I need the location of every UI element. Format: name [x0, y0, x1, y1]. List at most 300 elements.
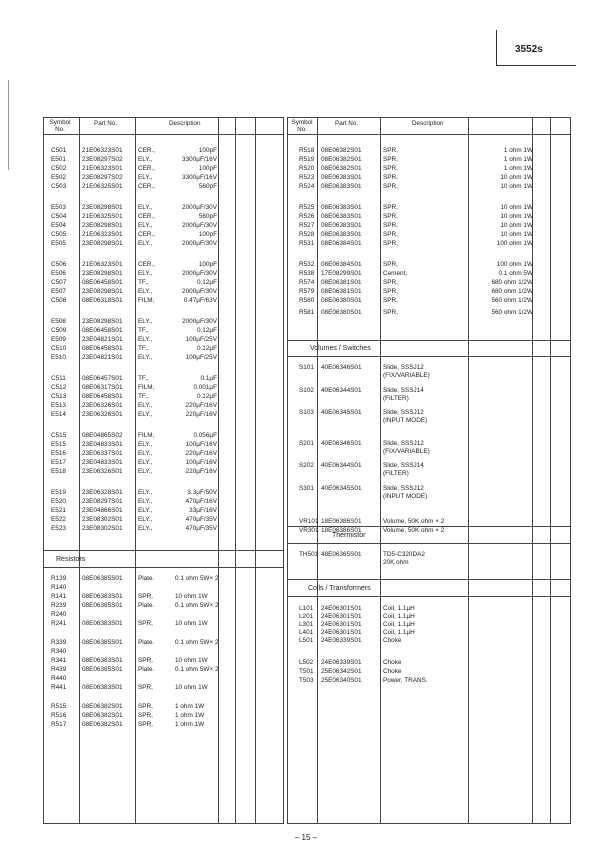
part-number: 08E06381S01: [321, 288, 362, 295]
part-number: 08E06383S01: [82, 684, 123, 691]
table-row: [44, 619, 283, 628]
symbol: C507: [51, 279, 67, 286]
part-type: Plate.: [138, 575, 155, 582]
part-type: ELY.,: [138, 204, 153, 211]
part-type: SPR,: [138, 712, 153, 719]
part-type: SPR,: [383, 222, 398, 229]
table-row: [288, 308, 570, 317]
part-number: 23E06337S01: [82, 450, 123, 457]
part-number: 18E06386S01: [321, 527, 362, 534]
part-value: 0.1 ohm 5W× 2: [175, 575, 219, 582]
part-type: CER.,: [138, 213, 156, 220]
symbol: R519: [299, 156, 315, 163]
part-number: 23E06328S01: [82, 489, 123, 496]
part-value: 220µF/16V: [185, 468, 217, 475]
part-type: ELY.,: [138, 459, 153, 466]
part-value: 0.12µF: [196, 345, 217, 352]
part-number: 23E08302S01: [82, 525, 123, 532]
table-row: [44, 155, 283, 164]
symbol: R516: [51, 712, 67, 719]
part-type: Cement,: [383, 270, 408, 277]
symbol: E515: [51, 441, 66, 448]
symbol: R526: [299, 213, 315, 220]
part-type: ELY.,: [138, 318, 153, 325]
symbol: R527: [299, 222, 315, 229]
description: Coil, 1.1µH: [383, 621, 415, 628]
symbol: E510: [51, 354, 66, 361]
table-row: [288, 146, 570, 155]
symbol: R532: [299, 261, 315, 268]
description-detail: (FIX/VARIABLE): [383, 448, 430, 455]
part-number: 08E06318S01: [82, 297, 123, 304]
symbol: E506: [51, 270, 66, 277]
part-type: FILM,: [138, 297, 155, 304]
model-number: 3552s: [515, 44, 543, 55]
part-type: SPR,: [383, 183, 398, 190]
section-divider: [288, 543, 570, 544]
part-number: 08E06385S01: [82, 666, 123, 673]
part-type: SPR,: [138, 593, 153, 600]
part-value: 10 ohm 1W: [500, 222, 533, 229]
part-number: 25E06342S01: [321, 668, 362, 675]
part-value: 1 ohm 1W: [175, 721, 205, 728]
part-number: 21E06323S01: [82, 261, 123, 268]
left-parts-panel: [43, 117, 284, 824]
table-row: [44, 269, 283, 278]
part-value: 100 ohm 1W: [496, 240, 533, 247]
symbol: R579: [299, 288, 315, 295]
part-type: ELY.,: [138, 354, 153, 361]
part-no-header: Part No.: [335, 120, 359, 127]
part-number: 08E06385S01: [82, 602, 123, 609]
part-number: 08E06458S01: [82, 327, 123, 334]
table-row: [288, 296, 570, 305]
part-type: ELY.,: [138, 402, 153, 409]
table-row: [44, 287, 283, 296]
part-value: 680 ohm 1/2W: [491, 279, 533, 286]
table-row: [288, 212, 570, 221]
part-type: ELY.,: [138, 516, 153, 523]
symbol: R524: [299, 183, 315, 190]
part-value: 2000µF/30V: [182, 318, 217, 325]
part-value: 33µF/16V: [189, 507, 217, 514]
table-row: [288, 221, 570, 230]
table-row: [44, 410, 283, 419]
part-number: 23E08298S01: [82, 288, 123, 295]
part-value: 100µF/16V: [185, 441, 217, 448]
part-type: ELY.,: [138, 489, 153, 496]
part-value: 470µF/35V: [185, 525, 217, 532]
part-number: 21E06325S01: [82, 183, 123, 190]
part-number: 08E06383S01: [321, 183, 362, 190]
symbol: E513: [51, 402, 66, 409]
table-row: [44, 164, 283, 173]
part-value: 100 ohm 1W: [496, 261, 533, 268]
table-row: [288, 203, 570, 212]
part-value: 0.056µF: [193, 432, 217, 439]
section-divider: [288, 340, 570, 341]
symbol: R241: [51, 620, 67, 627]
part-type: SPR,: [383, 309, 398, 316]
table-row: [288, 676, 570, 685]
right-table-header: [288, 118, 570, 135]
part-value: 560pF: [198, 183, 217, 190]
part-type: Plate.: [138, 639, 155, 646]
table-row: [44, 221, 283, 230]
table-row: [44, 146, 283, 155]
part-number: 23E06326S01: [82, 402, 123, 409]
symbol: R440: [51, 675, 67, 682]
table-row: [44, 711, 283, 720]
volumes-title: Volumes / Switches: [310, 345, 371, 352]
part-number: 23E08298S01: [82, 240, 123, 247]
part-type: SPR,: [383, 279, 398, 286]
symbol: C512: [51, 384, 67, 391]
symbol: R518: [299, 147, 315, 154]
part-number: 08E06317S01: [82, 384, 123, 391]
table-row: [44, 674, 283, 683]
part-type: SPR,: [383, 165, 398, 172]
part-type: SPR,: [383, 204, 398, 211]
table-row: [44, 574, 283, 583]
part-type: FILM,: [138, 432, 155, 439]
description: Volume, 50K ohm × 2: [383, 518, 445, 525]
part-type: TF.,: [138, 375, 149, 382]
symbol: E503: [51, 204, 66, 211]
part-number: 17E08299S01: [321, 270, 362, 277]
part-type: TF.,: [138, 279, 149, 286]
table-row: [288, 667, 570, 676]
part-type: ELY.,: [138, 525, 153, 532]
part-value: 3300µF/16V: [182, 156, 217, 163]
symbol: C505: [51, 231, 67, 238]
section-divider: [288, 356, 570, 357]
part-number: 08E06380S01: [321, 297, 362, 304]
part-value: 0.001µF: [193, 384, 217, 391]
part-value: 10 ohm 1W: [500, 213, 533, 220]
symbol: R340: [51, 648, 67, 655]
part-type: ELY.,: [138, 498, 153, 505]
symbol: E523: [51, 525, 66, 532]
symbol: S202: [299, 462, 314, 469]
part-type: SPR,: [383, 261, 398, 268]
table-row: [44, 638, 283, 647]
section-divider: [44, 567, 283, 568]
table-row: [288, 636, 570, 645]
part-value: 0.12µF: [196, 279, 217, 286]
part-type: SPR,: [383, 156, 398, 163]
table-row: [44, 467, 283, 476]
part-value: 1 ohm 1W: [175, 703, 205, 710]
part-value: 560 ohm 1/2W: [491, 297, 533, 304]
part-number: 08E06383S01: [321, 222, 362, 229]
symbol: C509: [51, 327, 67, 334]
part-value: 0.1 ohm 5W× 2: [175, 666, 219, 673]
table-row: [44, 278, 283, 287]
symbol: E522: [51, 516, 66, 523]
symbol: R581: [299, 309, 315, 316]
table-row: [44, 230, 283, 239]
part-type: SPR,: [383, 297, 398, 304]
part-number: 23E04821S01: [82, 354, 123, 361]
part-type: ELY.,: [138, 222, 153, 229]
section-divider: [288, 579, 570, 580]
part-value: 680 ohm 1/2W: [491, 288, 533, 295]
symbol: C501: [51, 147, 67, 154]
part-type: CER.,: [138, 147, 156, 154]
description: Slide, SSSJ14: [383, 462, 424, 469]
description-detail: (FIX/VARIABLE): [383, 372, 430, 379]
part-value: 220µF/16V: [185, 402, 217, 409]
part-number: 08E06457S01: [82, 375, 123, 382]
part-value: 0.1 ohm 5W: [498, 270, 533, 277]
table-row: [288, 164, 570, 173]
symbol: C506: [51, 261, 67, 268]
table-row: [44, 431, 283, 440]
part-number: 08E06384S01: [321, 261, 362, 268]
table-row: [288, 239, 570, 248]
symbol: L201: [299, 613, 314, 620]
symbol: E519: [51, 489, 66, 496]
part-number: 08E06383S01: [321, 174, 362, 181]
table-row: [288, 230, 570, 239]
part-type: TF.,: [138, 345, 149, 352]
symbol: R341: [51, 657, 67, 664]
part-number: 25E06340S01: [321, 677, 362, 684]
table-row: [44, 458, 283, 467]
part-number: 08E06382S01: [82, 712, 123, 719]
part-value: 0.1 ohm 5W× 2: [175, 639, 219, 646]
table-row: [44, 665, 283, 674]
part-number: 08E06383S01: [321, 213, 362, 220]
part-number: 40E06344S01: [321, 462, 362, 469]
table-row: [44, 335, 283, 344]
part-number: 08E06383S01: [321, 231, 362, 238]
part-number: 24E06301S01: [321, 629, 362, 636]
symbol: L502: [299, 659, 314, 666]
part-type: SPR,: [383, 174, 398, 181]
part-value: 0.47µF/63V: [183, 297, 217, 304]
symbol: E520: [51, 498, 66, 505]
part-value: 100µF/16V: [185, 459, 217, 466]
part-number: 23E04833S01: [82, 441, 123, 448]
table-row: [288, 517, 570, 526]
symbol: C513: [51, 393, 67, 400]
description: Slide, SSSJ14: [383, 387, 424, 394]
description-header: Description: [169, 120, 201, 127]
thermistor-title: Thermistor: [332, 532, 366, 539]
part-number: 08E06382S01: [82, 721, 123, 728]
part-number: 08E06382S01: [82, 703, 123, 710]
part-type: CER.,: [138, 231, 156, 238]
part-number: 23E08298S01: [82, 270, 123, 277]
part-type: ELY.,: [138, 468, 153, 475]
symbol: E518: [51, 468, 66, 475]
symbol: R140: [51, 584, 67, 591]
table-row: [44, 515, 283, 524]
description: Choke: [383, 637, 402, 644]
section-divider: [44, 550, 283, 551]
description: Volume, 50K ohm × 2: [383, 527, 445, 534]
description: Coil, 1.1µH: [383, 613, 415, 620]
part-type: ELY.,: [138, 441, 153, 448]
part-no-header: Part No.: [94, 120, 118, 127]
part-value: 1 ohm 1W: [503, 165, 533, 172]
part-type: CER.,: [138, 183, 156, 190]
part-type: SPR,: [138, 620, 153, 627]
symbol: R523: [299, 174, 315, 181]
part-type: SPR,: [138, 657, 153, 664]
description-detail: 20K ohm: [383, 559, 409, 566]
symbol: R538: [299, 270, 315, 277]
table-row: [288, 260, 570, 269]
symbol: R239: [51, 602, 67, 609]
symbol: T503: [299, 677, 314, 684]
table-row: [44, 583, 283, 592]
symbol: T501: [299, 668, 314, 675]
symbol: C504: [51, 213, 67, 220]
description: Choke: [383, 659, 402, 666]
part-value: 10 ohm 1W: [175, 657, 208, 664]
part-number: 08E06384S01: [321, 240, 362, 247]
table-row: [44, 239, 283, 248]
part-type: ELY.,: [138, 240, 153, 247]
part-value: 0.1 ohm 5W× 2: [175, 602, 219, 609]
part-number: 08E06458S01: [82, 345, 123, 352]
table-row: [288, 416, 570, 425]
part-number: 08E06382S01: [321, 156, 362, 163]
table-row: [44, 203, 283, 212]
part-value: 3.3µF/50V: [187, 489, 217, 496]
description-header: Description: [412, 120, 444, 127]
part-type: TF.,: [138, 327, 149, 334]
part-type: ELY.,: [138, 411, 153, 418]
part-number: 24E06301S01: [321, 621, 362, 628]
part-value: 560 ohm 1/2W: [491, 309, 533, 316]
part-number: 40E06345S01: [321, 485, 362, 492]
part-number: 21E06323S01: [82, 147, 123, 154]
part-value: 10 ohm 1W: [175, 593, 208, 600]
symbol: E509: [51, 336, 66, 343]
table-row: [44, 656, 283, 665]
symbol: E502: [51, 174, 66, 181]
part-number: 23E08297S02: [82, 174, 123, 181]
symbol: R439: [51, 666, 67, 673]
table-row: [44, 182, 283, 191]
section-divider: [288, 596, 570, 597]
symbol: S102: [299, 387, 314, 394]
part-type: Plate.: [138, 666, 155, 673]
table-row: [44, 296, 283, 305]
symbol-header: Symbol No.: [291, 119, 313, 133]
part-value: 2000µF/30V: [182, 204, 217, 211]
part-value: 100pF: [198, 165, 217, 172]
description: Slide, SSSJ12: [383, 409, 424, 416]
table-row: [288, 394, 570, 403]
symbol: C515: [51, 432, 67, 439]
resistors-title: Resistors: [56, 556, 86, 563]
part-type: SPR,: [138, 721, 153, 728]
part-number: 48E06365S01: [321, 551, 362, 558]
symbol: C502: [51, 165, 67, 172]
symbol: R339: [51, 639, 67, 646]
table-row: [44, 392, 283, 401]
part-value: 10 ohm 1W: [500, 183, 533, 190]
part-type: ELY.,: [138, 450, 153, 457]
table-row: [44, 702, 283, 711]
part-value: 1 ohm 1W: [503, 156, 533, 163]
part-value: 10 ohm 1W: [500, 174, 533, 181]
part-number: 08E06380S01: [321, 309, 362, 316]
symbol: L501: [299, 637, 314, 644]
table-row: [44, 683, 283, 692]
part-number: 08E06458S01: [82, 279, 123, 286]
description: Slide, SSSJ12: [383, 485, 424, 492]
part-value: 0.12µF: [196, 393, 217, 400]
table-row: [288, 182, 570, 191]
symbol: E514: [51, 411, 66, 418]
part-number: 08E06383S01: [321, 204, 362, 211]
table-row: [288, 155, 570, 164]
part-number: 40E06344S01: [321, 387, 362, 394]
table-row: [44, 326, 283, 335]
part-number: 23E04821S01: [82, 336, 123, 343]
symbol: E501: [51, 156, 66, 163]
symbol: S301: [299, 485, 314, 492]
part-number: 23E08298S01: [82, 318, 123, 325]
part-number: 08E06382S01: [321, 147, 362, 154]
symbol-header: Symbol No.: [49, 119, 71, 133]
symbol: R441: [51, 684, 67, 691]
symbol: L101: [299, 605, 314, 612]
part-type: SPR,: [383, 147, 398, 154]
symbol: R580: [299, 297, 315, 304]
part-value: 100pF: [198, 147, 217, 154]
description: TD5-C320DA2: [383, 551, 425, 558]
table-row: [44, 440, 283, 449]
description: Power, TRANS.: [383, 677, 428, 684]
part-number: 08E06385S01: [82, 639, 123, 646]
part-number: 24E06339S01: [321, 659, 362, 666]
symbol: S103: [299, 409, 314, 416]
part-value: 0.1µF: [200, 375, 217, 382]
part-number: 24E06301S01: [321, 605, 362, 612]
part-value: 100pF: [198, 231, 217, 238]
part-value: 2000µF/30V: [182, 240, 217, 247]
part-type: SPR,: [383, 231, 398, 238]
description-detail: (INPUT MODE): [383, 417, 428, 424]
table-row: [44, 353, 283, 362]
part-number: 08E06381S01: [321, 279, 362, 286]
part-type: ELY.,: [138, 288, 153, 295]
symbol: R517: [51, 721, 67, 728]
symbol: R525: [299, 204, 315, 211]
part-number: 08E06385S01: [82, 575, 123, 582]
part-number: 21E06323S01: [82, 231, 123, 238]
table-row: [44, 592, 283, 601]
symbol: VR301: [299, 527, 319, 534]
table-row: [44, 173, 283, 182]
part-value: 2000µF/30V: [182, 270, 217, 277]
table-row: [288, 558, 570, 567]
symbol: TH501: [299, 551, 319, 558]
symbol: E505: [51, 240, 66, 247]
table-row: [288, 269, 570, 278]
part-number: 23E04866S01: [82, 507, 123, 514]
part-number: 08E06382S01: [321, 165, 362, 172]
part-number: 23E04833S01: [82, 459, 123, 466]
part-type: ELY.,: [138, 174, 153, 181]
